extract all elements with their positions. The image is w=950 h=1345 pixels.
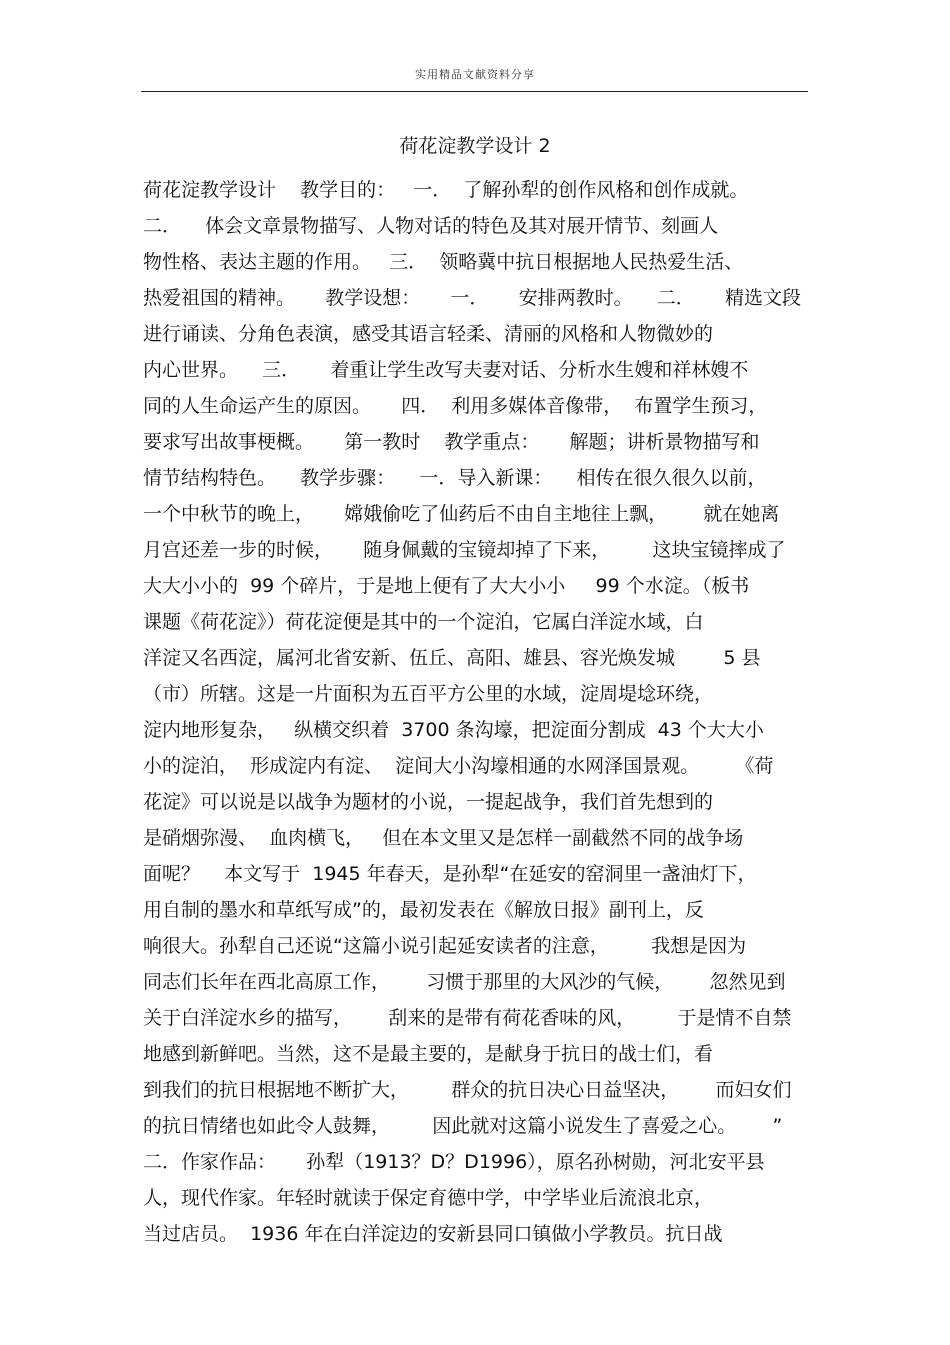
body-line: 大大小小的 99 个碎片，于是地上便有了大大小小 99 个水淀。（板书 xyxy=(143,575,750,597)
body-line: 响很大。孙犁自己还说“这篇小说引起延安读者的注意， 我想是因为 xyxy=(143,935,747,957)
body-line: 物性格、表达主题的作用。 三． 领略冀中抗日根据地人民热爱生活、 xyxy=(143,251,744,273)
body-line: 的抗日情绪也如此令人鼓舞， 因此就对这篇小说发生了喜爱之心。 ” xyxy=(143,1115,783,1137)
document-title: 荷花淀教学设计 2 xyxy=(399,135,551,157)
body-line: （市）所辖。这是一片面积为五百平方公里的水域，淀周堤埝环绕， xyxy=(143,683,714,705)
body-line: 二． 体会文章景物描写、人物对话的特色及其对展开情节、刻画人 xyxy=(143,215,719,237)
body-line: 当过店员。 1936 年在白洋淀边的安新县同口镇做小学教员。抗日战 xyxy=(143,1223,723,1245)
body-line: 用自制的墨水和草纸写成”的，最初发表在《解放日报》副刊上，反 xyxy=(143,899,704,921)
body-line: 荷花淀教学设计 教学目的： 一． 了解孙犁的创作风格和创作成就。 xyxy=(143,179,749,201)
body-line: 同志们长年在西北高原工作， 习惯于那里的大风沙的气候， 忽然见到 xyxy=(143,971,786,993)
body-line: 热爱祖国的精神。 教学设想： 一． 安排两教时。 二． 精选文段 xyxy=(143,287,801,309)
body-line: 课题《荷花淀》）荷花淀便是其中的一个淀泊，它属白洋淀水域，白 xyxy=(143,611,704,633)
document-body xyxy=(143,172,813,1252)
body-line: 关于白洋淀水乡的描写， 刮来的是带有荷花香味的风， 于是情不自禁 xyxy=(143,1007,792,1029)
body-line: 同的人生命运产生的原因。 四． 利用多媒体音像带， 布置学生预习， xyxy=(143,395,768,417)
body-line: 地感到新鲜吧。当然，这不是最主要的，是献身于抗日的战士们，看 xyxy=(143,1043,714,1065)
body-line: 到我们的抗日根据地不断扩大， 群众的抗日决心日益坚决， 而妇女们 xyxy=(143,1079,792,1101)
body-line: 进行诵读、分角色表演，感受其语言轻柔、清丽的风格和人物微妙的 xyxy=(143,323,714,345)
body-line: 人，现代作家。年轻时就读于保定育德中学，中学毕业后流浪北京， xyxy=(143,1187,714,1209)
body-line: 淀内地形复杂， 纵横交织着 3700 条沟壕，把淀面分割成 43 个大大小 xyxy=(143,719,764,741)
body-line: 二．作家作品： 孙犁（1913？D？D1996），原名孙树勋，河北安平县 xyxy=(143,1151,765,1173)
body-line: 洋淀又名西淀，属河北省安新、伍丘、高阳、雄县、容光焕发城 5 县 xyxy=(143,647,761,669)
body-line: 花淀》可以说是以战争为题材的小说，一提起战争，我们首先想到的 xyxy=(143,791,714,813)
header-divider xyxy=(141,91,808,92)
body-line: 小的淀泊， 形成淀内有淀、 淀间大小沟壕相通的水网泽国景观。 《荷 xyxy=(143,755,774,777)
body-line: 面呢？ 本文写于 1945 年春天，是孙犁“在延安的窑洞里一盏油灯下， xyxy=(143,863,757,885)
body-line: 内心世界。 三． 着重让学生改写夫妻对话、分析水生嫂和祥林嫂不 xyxy=(143,359,749,381)
body-line: 情节结构特色。 教学步骤： 一．导入新课： 相传在很久很久以前， xyxy=(143,467,767,489)
body-line: 月宫还差一步的时候， 随身佩戴的宝镜却掉了下来， 这块宝镜摔成了 xyxy=(143,539,786,561)
body-line: 是硝烟弥漫、 血肉横飞， 但在本文里又是怎样一副截然不同的战争场 xyxy=(143,827,744,849)
body-line: 要求写出故事梗概。 第一教时 教学重点： 解题；讲析景物描写和 xyxy=(143,431,760,453)
body-line: 一个中秋节的晚上， 嫦娥偷吃了仙药后不由自主地往上飘， 就在她离 xyxy=(143,503,780,525)
running-header: 实用精品文献资料分享 xyxy=(415,68,535,81)
